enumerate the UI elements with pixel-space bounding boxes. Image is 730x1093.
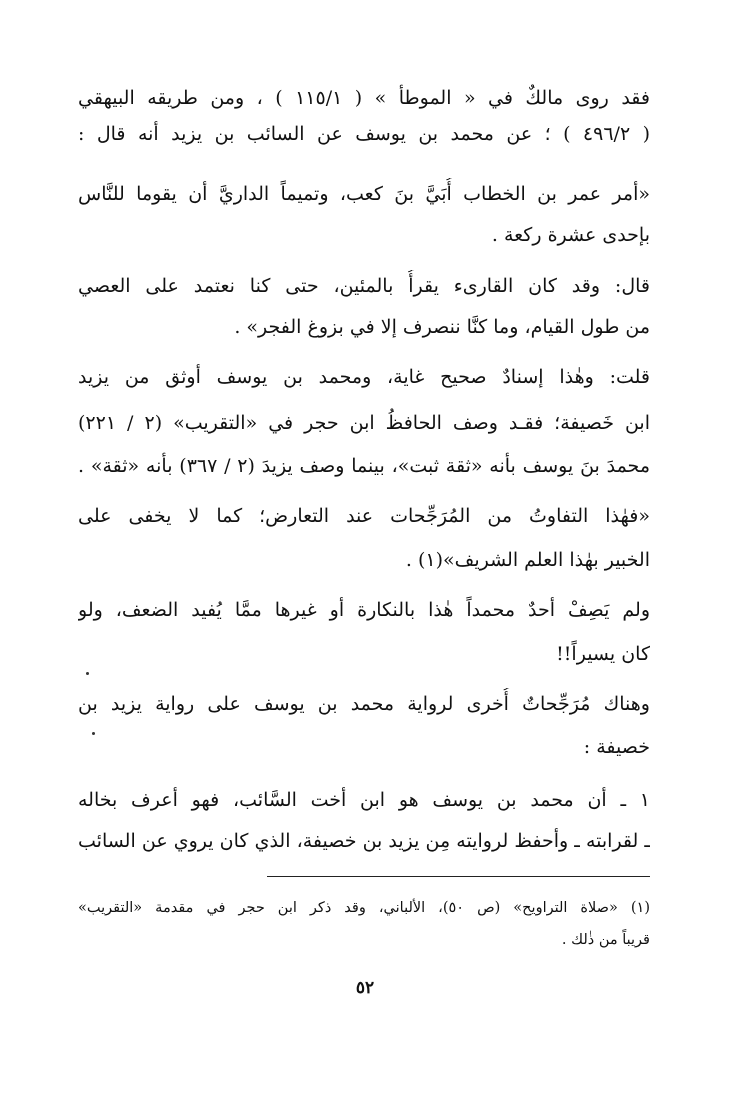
page-number: ٥٢ (355, 978, 375, 998)
text-line: «فهٰذا التفاوتُ من المُرَجِّحات عند التعارض؛ كما لا يخفى على (78, 505, 650, 527)
text-line: ابن خَصيفة؛ فقـد وصف الحافظُ ابن حجر في «التقريب» (٢ / ٢٢١) (78, 412, 650, 434)
text-line: الخبير بهٰذا العلم الشريف»(١) . (405, 549, 650, 571)
footnote-separator (267, 876, 650, 877)
text-line: ولم يَصِفْ أحدٌ محمداً هٰذا بالنكارة أو غيرها ممَّا يُفيد الضعف، ولو (78, 599, 650, 621)
text-line: فقد روى مالكٌ في « الموطأ » ( ١١٥/١ ) ، ومن طريقه البيهقي (78, 87, 650, 109)
scan-speck (92, 732, 95, 735)
footnote-line: (١) «صلاة التراويح» (ص ٥٠)، الألباني، وقد ذكر ابن حجر في مقدمة «التقريب» (78, 900, 650, 916)
text-line: بإحدى عشرة ركعة . (491, 224, 650, 246)
text-line: محمدَ بنَ يوسف بأنه «ثقة ثبت»، بينما وصف يزيدَ (٢ / ٣٦٧) بأنه «ثقة» . (78, 455, 650, 477)
text-line: ( ٤٩٦/٢ ) ؛ عن محمد بن يوسف عن السائب بن يزيد أنه قال : (78, 123, 650, 145)
text-line: «أمر عمر بن الخطاب أُبَيَّ بنَ كعب، وتميماً الداريَّ أن يقوما للنَّاس (78, 183, 650, 205)
text-line: خصيفة : (583, 736, 650, 758)
text-line: ١ ـ أن محمد بن يوسف هو ابن أخت السَّائب، فهو أعرف بخاله (78, 789, 650, 811)
footnote-line: قريباً من ذٰلك . (561, 932, 650, 948)
text-line: وهناك مُرَجِّحاتٌ أُخرى لرواية محمد بن يوسف على رواية يزيد بن (78, 693, 650, 715)
text-line: ـ لقرابته ـ وأحفظ لروايته مِن يزيد بن خصيفة، الذي كان يروي عن السائب (78, 830, 650, 852)
text-line: كان يسيراً!! (556, 643, 650, 665)
text-line: قلت: وهٰذا إسنادٌ صحيح غاية، ومحمد بن يوسف أوثق من يزيد (78, 366, 650, 388)
text-line: قال: وقد كان القارىء يقرأُ بالمئين، حتى كنا نعتمد على العصي (78, 275, 650, 297)
scan-speck (86, 672, 89, 675)
text-line: من طول القيام، وما كنَّا ننصرف إلا في بزوغ الفجر» . (234, 316, 650, 338)
